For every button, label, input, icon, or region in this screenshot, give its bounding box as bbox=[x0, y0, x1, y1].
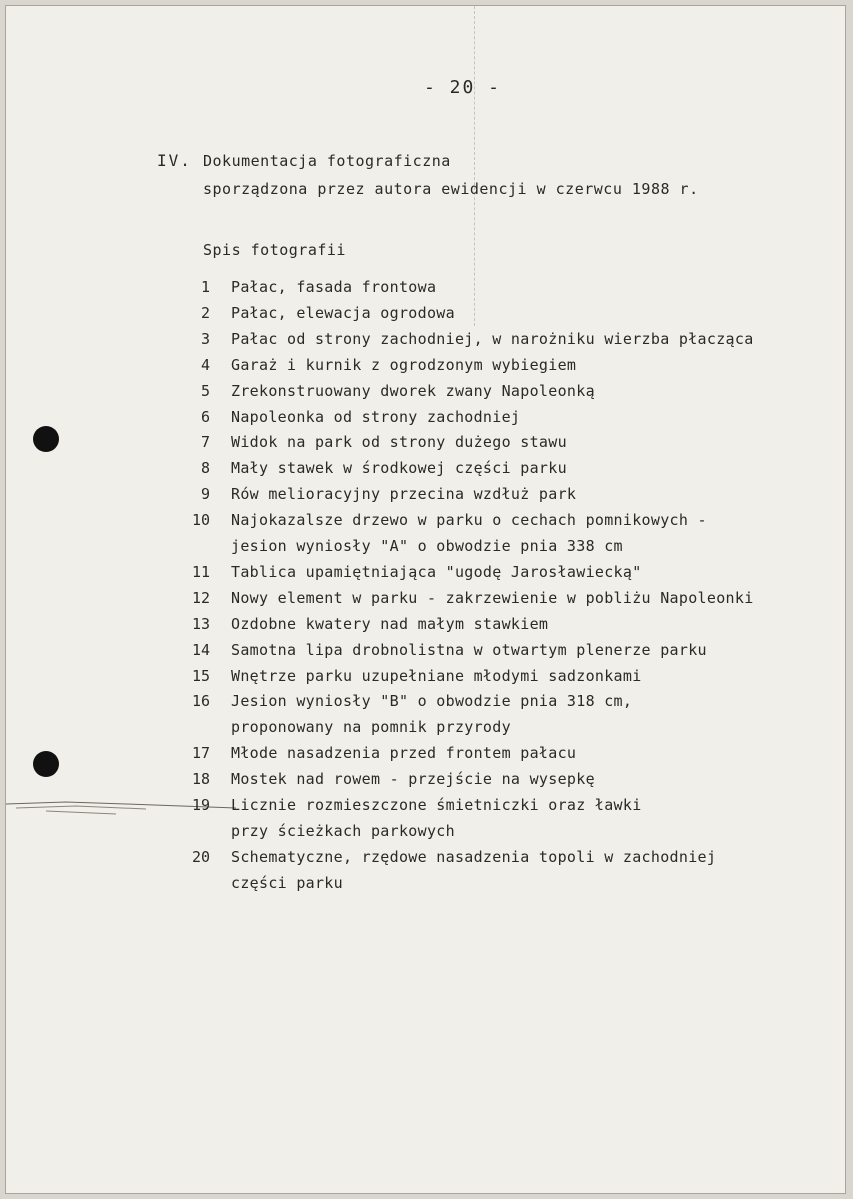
fold-crease bbox=[474, 6, 476, 326]
list-item-text: Licznie rozmieszczone śmietniczki oraz ławki bbox=[231, 796, 642, 814]
list-item-number: 3 bbox=[200, 329, 210, 348]
list-item-number: 1 bbox=[200, 278, 210, 296]
list-item-number: 5 bbox=[200, 381, 210, 400]
list-item-text: Ozdobne kwatery nad małym stawkiem bbox=[231, 614, 549, 633]
list-item-text: Napoleonka od strony zachodniej bbox=[231, 407, 521, 426]
list-item-number: 18 bbox=[191, 770, 210, 789]
list-item-text: Najokazalsze drzewo w parku o cechach pomnikowych - bbox=[231, 511, 707, 530]
section-subtitle: sporządzona przez autora ewidencji w czerwcu 1988 r. bbox=[203, 180, 699, 198]
list-item-text: przy ścieżkach parkowych bbox=[231, 821, 455, 840]
list-item-text: Tablica upamiętniająca "ugodę Jarosławiecką" bbox=[231, 562, 642, 581]
list-item-number: 6 bbox=[200, 407, 210, 426]
list-item-number: 8 bbox=[200, 459, 210, 478]
list-item-number: 16 bbox=[191, 692, 210, 711]
list-item-text: Wnętrze parku uzupełniane młodymi sadzonkami bbox=[231, 666, 642, 685]
list-item-text: Młode nasadzenia przed frontem pałacu bbox=[231, 744, 577, 763]
list-item-text: Widok na park od strony dużego stawu bbox=[231, 433, 567, 452]
list-item-text: Rów melioracyjny przecina wzdłuż park bbox=[231, 485, 577, 504]
list-item-text: Jesion wyniosły "B" o obwodzie pnia 318 cm, bbox=[231, 692, 633, 711]
list-item-number: 15 bbox=[191, 666, 210, 685]
list-item-number: 11 bbox=[191, 562, 210, 581]
list-item-text: Pałac, elewacja ogrodowa bbox=[231, 303, 455, 322]
list-item-text: części parku bbox=[231, 873, 343, 892]
list-item-number: 19 bbox=[191, 796, 210, 814]
list-item-number: 13 bbox=[191, 614, 210, 633]
list-item-text: proponowany na pomnik przyrody bbox=[231, 718, 511, 737]
list-item-text: Mały stawek w środkowej części parku bbox=[231, 459, 567, 478]
list-item-text: Garaż i kurnik z ogrodzonym wybiegiem bbox=[231, 355, 577, 374]
list-item-number: 4 bbox=[200, 355, 210, 374]
list-item-number: 14 bbox=[191, 640, 210, 659]
document-page bbox=[5, 5, 846, 1194]
list-item-number: 2 bbox=[200, 303, 210, 322]
list-item-number: 7 bbox=[200, 433, 210, 452]
list-item-number: 20 bbox=[191, 847, 210, 866]
list-item-number: 12 bbox=[191, 588, 210, 607]
section-title: Dokumentacja fotograficzna bbox=[203, 152, 451, 170]
list-item-text: Zrekonstruowany dworek zwany Napoleonką bbox=[231, 381, 595, 400]
page-number: - 20 - bbox=[424, 77, 502, 98]
list-item-text: Pałac, fasada frontowa bbox=[231, 278, 437, 296]
list-item-number: 10 bbox=[191, 511, 210, 530]
list-item-number: 9 bbox=[200, 485, 210, 504]
list-item-text: Schematyczne, rzędowe nasadzenia topoli w zachodniej bbox=[231, 847, 717, 866]
margin-pen-strokes bbox=[6, 796, 246, 826]
list-item-text: Nowy element w parku - zakrzewienie w pobliżu Napoleonki bbox=[231, 588, 754, 607]
list-heading: Spis fotografii bbox=[203, 241, 346, 259]
list-item-text: jesion wyniosły "A" o obwodzie pnia 338 cm bbox=[231, 537, 623, 555]
punch-hole-top bbox=[33, 426, 59, 452]
punch-hole-bottom bbox=[33, 751, 59, 777]
list-item-text: Samotna lipa drobnolistna w otwartym plenerze parku bbox=[231, 640, 707, 659]
section-number: IV. bbox=[157, 151, 192, 170]
list-item-number: 17 bbox=[191, 744, 210, 763]
list-item-text: Mostek nad rowem - przejście na wysepkę bbox=[231, 770, 595, 789]
list-item-text: Pałac od strony zachodniej, w narożniku wierzba płacząca bbox=[231, 329, 754, 348]
